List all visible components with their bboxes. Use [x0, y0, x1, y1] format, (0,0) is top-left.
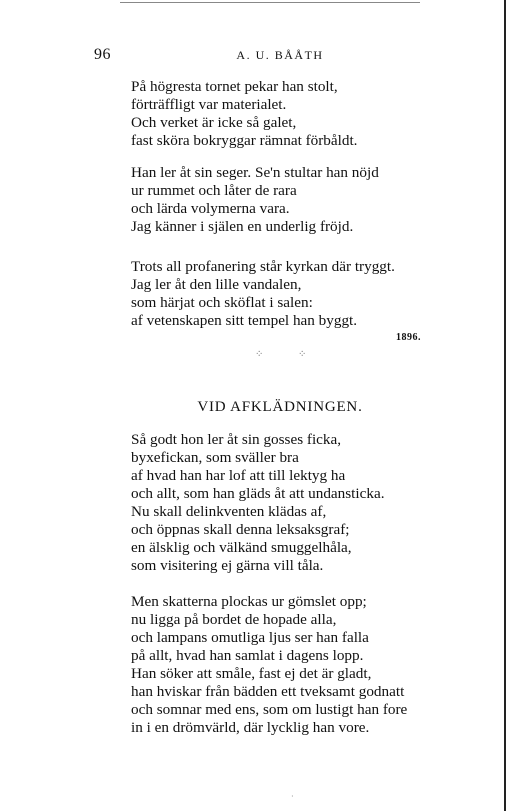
section-ornament: ⁘ [255, 349, 264, 360]
verse-line: byxefickan, som sväller bra [131, 449, 299, 466]
verse-line: Jag ler åt den lille vandalen, [131, 276, 302, 293]
verse-line: nu ligga på bordet de hopade alla, [131, 611, 337, 628]
poem2-stanza-1 [131, 431, 385, 575]
verse-line: som härjat och sköflat i salen: [131, 294, 313, 311]
footer-mark: · [291, 792, 294, 801]
top-edge-rule [120, 2, 420, 3]
verse-line: Nu skall delinkventen klädas af, [131, 503, 327, 520]
verse-line: Och verket är icke så galet, [131, 114, 297, 131]
verse-line: Trots all profanering står kyrkan där tryggt. [131, 258, 395, 275]
poem-date: 1896. [396, 332, 421, 343]
verse-line: och lärda volymerna vara. [131, 200, 290, 217]
verse-line: ur rummet och låter de rara [131, 182, 297, 199]
verse-line: af vetenskapen sitt tempel han byggt. [131, 312, 358, 329]
poem1-stanza-1 [131, 78, 357, 150]
verse-line: Jag känner i själen en underlig fröjd. [131, 218, 354, 235]
page-number: 96 [94, 46, 111, 63]
verse-line: på allt, hvad han samlat i dagens lopp. [131, 647, 364, 664]
poem2-stanza-2 [131, 593, 407, 737]
verse-line: han hviskar från bädden ett tveksamt godnatt [131, 683, 405, 700]
verse-line: och öppnas skall denna leksaksgraf; [131, 521, 350, 538]
verse-line: och allt, som han gläds åt att undansticka. [131, 485, 385, 502]
section-ornament: ⁘ [298, 349, 307, 360]
verse-line: och lampans omutliga ljus ser han falla [131, 629, 369, 646]
verse-line: Han söker att småle, fast ej det är gladt, [131, 665, 372, 682]
verse-line: Han ler åt sin seger. Se'n stultar han nöjd [131, 164, 379, 181]
poem1-stanza-2 [131, 164, 379, 236]
poem1-stanza-3 [131, 258, 395, 330]
verse-line: som visitering ej gärna vill tåla. [131, 557, 324, 574]
verse-line: Så godt hon ler åt sin gosses ficka, [131, 431, 342, 448]
verse-line: På högresta tornet pekar han stolt, [131, 78, 338, 95]
verse-line: en älsklig och välkänd smuggelhåla, [131, 539, 352, 556]
verse-line: och somnar med ens, som om lustigt han fore [131, 701, 408, 718]
poem-title: VID AFKLÄDNINGEN. [197, 399, 363, 415]
running-head: A. U. BÅÅTH [236, 48, 324, 62]
verse-line: in i en drömvärld, där lycklig han vore. [131, 719, 370, 736]
verse-line: förträffligt var materialet. [131, 96, 287, 113]
verse-line: fast sköra bokryggar rämnat förbåldt. [131, 132, 358, 149]
verse-line: af hvad han har lof att till lektyg ha [131, 467, 346, 484]
verse-line: Men skatterna plockas ur gömslet opp; [131, 593, 367, 610]
